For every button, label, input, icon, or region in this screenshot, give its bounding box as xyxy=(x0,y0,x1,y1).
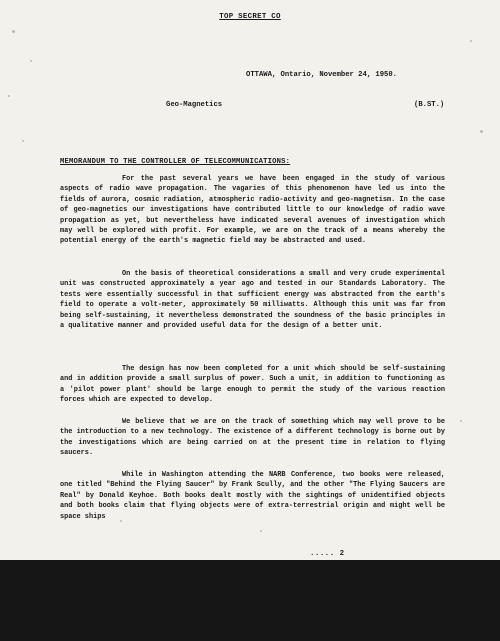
scan-speck xyxy=(480,130,483,133)
scan-speck xyxy=(8,95,10,97)
dateline: OTTAWA, Ontario, November 24, 1950. xyxy=(246,71,397,79)
classification-marking: TOP SECRET CO xyxy=(219,13,281,21)
paragraph-1: For the past several years we have been engaged in the study of various aspects of radio wave propagation. The vagaries of this phenomenon have led us into the fields of aurora, cosmic radiation, atmospheric radio-activity and geo-magnetism. In the case of geo-magnetics our investigations have contributed little to our knowledge of radio wave propagation as yet, but nevertheless have indicated several avenues of investigation which may well be explored with profit. For example, we are on the track of a means whereby the potential energy of the earth's magnetic field may be abstracted and used. xyxy=(60,175,445,246)
scan-speck xyxy=(12,30,15,33)
scan-speck xyxy=(460,420,462,422)
scan-speck xyxy=(470,40,472,42)
paragraph-5: While in Washington attending the NARB Conference, two books were released, one titled "Behind the Flying Saucer" by Frank Scully, and the other "The Flying Saucers are Real" by Donald Keyhoe. Both books dealt mostly with the sightings of unidentified objects and both books claim that flying objects were of extra-terrestrial origin and might well be space ships xyxy=(60,471,445,521)
scan-dark-border xyxy=(0,560,500,641)
subject-line: Geo-Magnetics xyxy=(166,101,223,109)
memo-title: MEMORANDUM TO THE CONTROLLER OF TELECOMMUNICATIONS: xyxy=(60,158,291,166)
page-continuation: ..... 2 xyxy=(310,550,345,558)
scan-speck xyxy=(260,530,262,532)
paragraph-4: We believe that we are on the track of something which may well prove to be the introduction to a new technology. The existence of a different technology is borne out by the investigations which are being carried on at the present time in relation to flying saucers. xyxy=(60,418,445,458)
reference-code: (B.ST.) xyxy=(414,101,445,109)
scan-speck xyxy=(22,140,24,142)
scan-speck xyxy=(30,60,32,62)
paragraph-2: On the basis of theoretical considerations a small and very crude experimental unit was constructed approximately a year ago and tested in our Standards Laboratory. The tests were essentially successful in that sufficient energy was abstracted from the earth's field to operate a volt-meter, approximately 50 milliwatts. Although this unit was far from being self-sustaining, it nevertheless demonstrated the soundness of the basic principles in a qualitative manner and provided useful data for the design of a better unit. xyxy=(60,270,445,331)
paragraph-3: The design has now been completed for a unit which should be self-sustaining and in addition provide a small surplus of power. Such a unit, in addition to functioning as a 'pilot power plant' should be large enough to permit the study of the various reaction forces which are expected to develop. xyxy=(60,365,445,405)
